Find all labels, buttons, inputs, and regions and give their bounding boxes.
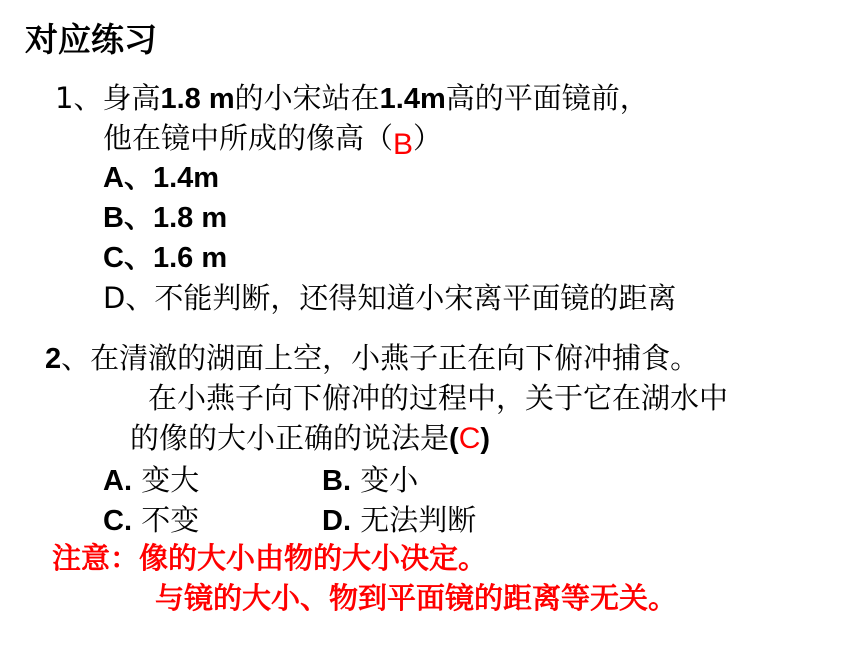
q2-option-a-letter: A. — [103, 465, 132, 497]
q1-line1 — [55, 80, 649, 117]
q2-option-b — [322, 462, 418, 499]
q2-number: 2 — [45, 343, 62, 375]
q1-option-b: B、1.8 m — [103, 202, 228, 234]
q2-option-d-letter: D. — [322, 505, 351, 537]
q1-line2 — [103, 120, 443, 161]
q2-line3 — [130, 420, 490, 457]
q1-text-e: 高的平面镜前， — [445, 81, 649, 115]
q1-close-paren: ） — [413, 121, 443, 155]
q2-option-a — [103, 462, 199, 499]
q2-option-c — [103, 502, 199, 539]
q2-stem: 的像的大小正确的说法是 — [130, 421, 450, 455]
q2-option-a-text: 变大 — [132, 463, 200, 497]
q1-stem: 他在镜中所成的像高（ — [103, 121, 394, 155]
q2-option-c-text: 不变 — [132, 503, 200, 537]
q2-option-c-letter: C. — [103, 505, 132, 537]
q1-mirror-value: 1.4m — [379, 83, 446, 115]
q2-answer: C — [458, 422, 481, 455]
q2-close-paren: ) — [480, 423, 491, 455]
q2-option-b-text: 变小 — [351, 463, 419, 497]
q1-answer: B — [393, 128, 414, 161]
note-line2: 与镜的大小、物到平面镜的距离等无关。 — [155, 581, 678, 615]
q2-option-b-letter: B. — [322, 465, 351, 497]
q1-option-c: C、1.6 m — [103, 242, 228, 274]
q2-text-1: 、在清澈的湖面上空，小燕子正在向下俯冲捕食。 — [61, 341, 700, 375]
q2-option-d — [322, 502, 476, 539]
page-title: 对应练习 — [25, 20, 157, 59]
q1-text-a: 1、身高 — [55, 81, 161, 115]
q2-line2: 在小燕子向下俯冲的过程中，关于它在湖水中 — [148, 381, 729, 415]
q1-height-value: 1.8 m — [160, 83, 235, 115]
q1-option-d: D、不能判断，还得知道小宋离平面镜的距离 — [103, 281, 677, 315]
q1-text-c: 的小宋站在 — [234, 81, 380, 115]
q2-option-d-text: 无法判断 — [351, 503, 477, 537]
q2-open-paren: ( — [449, 423, 459, 455]
q2-line1 — [45, 340, 699, 377]
q1-option-a: A、1.4m — [103, 162, 220, 194]
note-line1: 注意：像的大小由物的大小决定。 — [52, 541, 488, 575]
